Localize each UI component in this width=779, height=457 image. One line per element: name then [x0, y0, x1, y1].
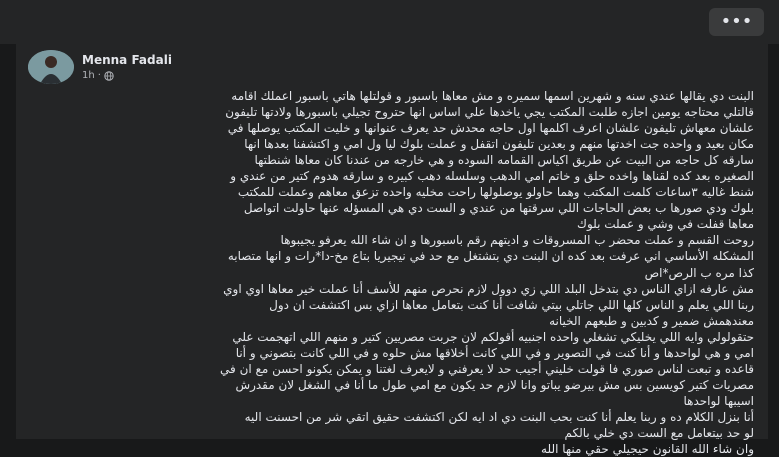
post-line: المشكله الأساسي اني عرفت بعد كده ان البنت دي بتشتغل مع حد في نيجيريا بتاع مخ-دا*رات و انها متصابه — [227, 249, 754, 264]
more-options-button[interactable] — [709, 8, 764, 36]
post-line: شنط غاليه ٣ساعات كلمت المكتب وهما حاولو يوصلولها راحت مخليه واحده تزعق معاهم وعملت للمكتب — [237, 185, 754, 200]
post-line: سارقه كل حاجه من البيت عن طريق اكياس القمامه السوده و هي خارجه من عندنا كان معاها شنطتها — [254, 153, 754, 168]
post-line: كذا مره ب الرص*اص — [644, 265, 754, 280]
post-line: امي و هي لواحدها و أنا كنت في التصوير و في اللي كانت أخلاقها مش حلوه و في اللي كانت بتصوني و أنا — [235, 345, 754, 360]
post-line: أنا بنزل الكلام ده و ربنا يعلم أنا كنت بحب البنت دي اد ايه لكن اكتشفت حقيق اتقي شر من احسنت اليه — [244, 409, 754, 424]
post-line: معندهمش ضمير و كدبين و طبعهم الخيانه — [549, 313, 754, 328]
globe-icon — [104, 71, 114, 81]
avatar[interactable] — [28, 50, 74, 84]
post-line: قاعده و تبعت لناس صوري فا قولت خليني أجيب حد لا يعرفني و لايعرف لغتنا و يمكن يكونو احسن مع ان في — [220, 361, 754, 376]
post-line: معاها قفلت في وشي و عملت بلوك — [577, 217, 754, 232]
post-line: الصغيره بعد كده لقناها واخده حلق و خاتم امي الدهب وسلسله دهب كبيره و سارقه هدوم كتير من عندي و — [230, 169, 754, 184]
post-line: روحت القسم و عملت محضر ب المسروقات و اديتهم رقم باسبورها و ان شاء الله يعرفو يجيبوها — [280, 233, 754, 248]
post-line: البنت دي يقالها عندي سنه و شهرين اسمها سميره و مش معاها باسبور و قولتلها هاتي باسبور اعملك اقامه — [231, 89, 754, 103]
post-line: قالتلي محتاجه يومين اجازه طلبت المكتب يجي ياخدها علي اساس انها حتروح تجيلي باسبورها ولادتها تليفون — [225, 105, 754, 120]
post-body — [44, 88, 754, 457]
post-line: وان شاء الله القانون حيجيلي حقي منها الله — [541, 442, 754, 457]
post-line: مكان بعيد و واحده جت اخدتها منهم و بعدين تليفون اتقفل و عملت بلوك ليا ول امي و اكتشفنا بعدها انها — [244, 137, 754, 152]
post-line: لو حد بيتعامل مع الست دي خلي بالكم — [564, 425, 754, 440]
post-meta: 1h · — [82, 70, 114, 81]
post-card — [16, 44, 768, 457]
post-author[interactable]: Menna Fadali — [82, 53, 172, 67]
post-time[interactable]: 1h — [82, 70, 95, 81]
post-line: اسيبها لواحدها — [683, 393, 754, 408]
post-line: بلوك ودي صورها ب بعض الحاجات اللي سرقتها من عندي و الست دي هي المسؤله عنها حاولت اتواصل — [243, 201, 754, 216]
top-bar — [0, 0, 779, 44]
more-horizontal-icon: ••• — [720, 11, 753, 32]
post-line: ربنا اللي يعلم و الناس كلها اللي جاتلي بيتي شافت أنا كنت بتعامل معاها ازاي بس اكتشفت ان دول — [269, 297, 754, 312]
post-line: مش عارفه ازاي الناس دي بتدخل البلد اللي زي دوول لازم نحرص منهم للأسف أنا عملت خير معاها اوي اوي — [223, 281, 754, 296]
post-line: مصريات كتير كويسين بس مش بيرضو يباتو وانا لازم حد يكون مع امي طول ما أنا في الشغل لان مقدرش — [235, 377, 754, 392]
post-line: علشان معهاش تليفون علشان اعرف اكلمها اول حاجه محدش حد يعرف عنوانها و خليت المكتب يوصلها في — [227, 121, 754, 136]
post-line: حتقولولي وايه اللي يخليكي تشغلي واحده اجنبيه أقولكم لان جربت مصريين كتير و منهم اللي اتهجمت علي — [232, 329, 754, 344]
